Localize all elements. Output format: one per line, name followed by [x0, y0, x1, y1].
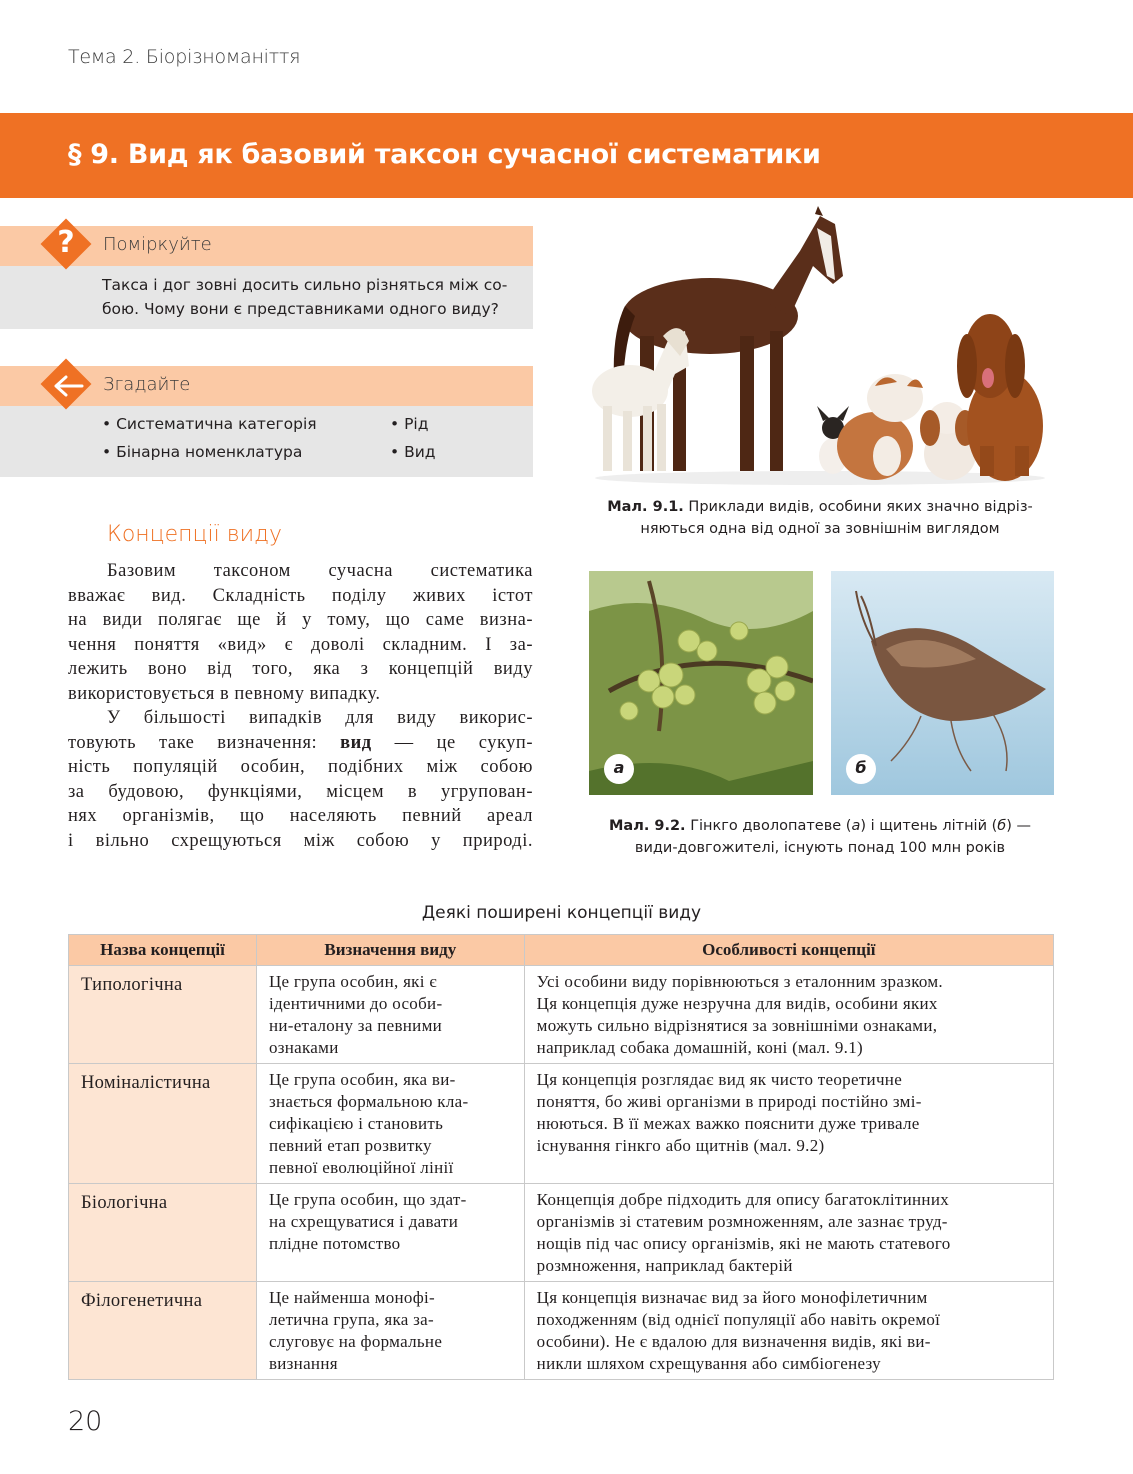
cell-line: летична група, яка за- [268, 1310, 434, 1329]
concept-name-cell: Типологічна [69, 966, 257, 1064]
running-head: Тема 2. Біорізноманіття [68, 46, 301, 68]
text-line: ність популяцій особин, подібних між собою [68, 757, 533, 777]
cell-line: розмноження, наприклад бактерій [536, 1256, 793, 1275]
left-arrow-icon [52, 373, 86, 399]
cell-line: ознаками [268, 1038, 339, 1057]
cell-line: Концепція добре підходить для опису багатоклітинних [536, 1190, 950, 1209]
text-line: нях організмів, що населяють певний ареал [68, 806, 533, 826]
caption-italic: а [851, 818, 861, 834]
caption-text: ) і щитень літній ( [860, 818, 998, 834]
page-title: § 9. Вид як базовий таксон сучасної систематики [68, 139, 821, 170]
table-caption: Деякі поширені концепції виду [421, 903, 702, 923]
think-box-line: бою. Чому вони є представниками одного виду? [102, 300, 499, 318]
triops-photo [831, 571, 1054, 795]
recall-item: • Систематична категорія [102, 415, 317, 433]
question-mark-icon: ? [57, 225, 75, 260]
recall-box-label: Згадайте [103, 374, 191, 395]
think-box-body [0, 266, 533, 329]
concepts-table [68, 934, 1054, 1380]
text-line: У більшості випадків для виду викорис- [107, 708, 533, 728]
recall-item: • Бінарна номенклатура [102, 443, 303, 461]
photo-label-b: б [846, 754, 876, 784]
figure-label: Мал. 9.2. [608, 818, 686, 834]
cell-line: знається формальною кла- [268, 1092, 469, 1111]
page-number: 20 [68, 1406, 103, 1437]
definition-cell [256, 1282, 524, 1380]
caption-text: Гінкго дволопатеве ( [690, 818, 852, 834]
cell-line: Ця концепція визначає вид за його монофілетичним [536, 1288, 928, 1307]
cell-line: ідентичними до особи- [268, 994, 443, 1013]
features-cell [524, 1282, 1053, 1380]
figure-label: Мал. 9.1. [607, 499, 684, 515]
definition-cell [256, 966, 524, 1064]
text-line: за будовою, функціями, місцем в угрупован- [68, 781, 533, 802]
cell-line: плідне потомство [268, 1234, 401, 1253]
spaniel-figure [920, 402, 976, 480]
cell-line: певної еволюційної лінії [268, 1158, 454, 1177]
concept-name-cell: Філогенетична [69, 1282, 257, 1380]
cell-line: існування гінкго або щитнів (мал. 9.2) [536, 1136, 825, 1155]
cell-line: Ця концепція дуже незручна для видів, особини яких [536, 994, 938, 1013]
caption-line: види-довгожителі, існують понад 100 млн років [634, 840, 1006, 856]
photo-label-a: а [604, 754, 634, 784]
table-row [69, 966, 1054, 1064]
cell-line: поняття, бо живі організми в природі постійно змі- [536, 1092, 922, 1111]
caption-line: няються одна від одної за зовнішнім виглядом [640, 521, 1000, 537]
think-box-line: Такса і дог зовні досить сильно різняться між со- [102, 276, 508, 294]
cell-line: особини). Не є вдалою для визначення видів, які ви- [536, 1332, 931, 1351]
paragraph-1 [68, 559, 533, 706]
section-heading: Концепції виду [107, 522, 283, 547]
caption-italic: б [997, 818, 1007, 834]
caption-text: Приклади видів, особини яких значно відріз- [688, 499, 1033, 515]
text-line: на види полягає ще й у тому, що саме визна- [68, 610, 533, 630]
definition-cell [256, 1184, 524, 1282]
cell-line: нощів під час опису організмів, які не мають статевого [536, 1234, 951, 1253]
text-line: використовується в певному випадку. [68, 683, 381, 704]
cell-line: певний етап розвитку [268, 1136, 432, 1155]
text-fragment: — це сукуп- [371, 732, 533, 753]
definition-cell [256, 1064, 524, 1184]
cell-line: можуть сильно відрізнятися за зовнішніми ознаками, [536, 1016, 938, 1035]
recall-box-body [0, 406, 533, 477]
text-line: і вільно схрещуються між собою у природі. [68, 830, 533, 851]
features-cell [524, 966, 1053, 1064]
cell-line: на схрещуватися і давати [268, 1212, 459, 1231]
figure-caption-9-2 [585, 815, 1055, 859]
table-row [69, 1184, 1054, 1282]
table-row [69, 1064, 1054, 1184]
cell-line: організмів зі статевим розмноженням, але зазнає труд- [536, 1212, 948, 1231]
title-band [0, 113, 1133, 198]
figure-caption-9-1 [585, 496, 1055, 540]
cell-line: походженням (від однієї популяції або навіть окремої [536, 1310, 941, 1329]
cell-line: Усі особини виду порівнюються з еталонним зразком. [536, 972, 943, 991]
cell-line: никли шляхом схрещування або симбіогенезу [536, 1354, 881, 1373]
concept-name-cell: Біологічна [69, 1184, 257, 1282]
cell-line: Ця концепція розглядає вид як чисто теоретичне [536, 1070, 903, 1089]
text-line: чення поняття «вид» є доволі складним. І за- [68, 634, 533, 655]
text-line: Базовим таксоном сучасна систематика [107, 561, 533, 581]
cell-line: нюються. В її межах важко пояснити дуже тривале [536, 1114, 920, 1133]
recall-item: • Рід [390, 415, 429, 433]
cell-line: Це група особин, яка ви- [268, 1070, 456, 1089]
paragraph-2 [68, 706, 533, 853]
features-cell [524, 1184, 1053, 1282]
cell-line: ни-еталону за певними [268, 1016, 443, 1035]
think-box-label: Поміркуйте [103, 234, 212, 255]
text-line [68, 731, 533, 756]
text-line: вважає вид. Складність поділу живих істот [68, 585, 533, 606]
cell-line: наприклад собака домашній, коні (мал. 9.1) [536, 1038, 863, 1057]
table-header-row [69, 935, 1054, 966]
cell-line: слуговує на формальне [268, 1332, 443, 1351]
caption-line [585, 815, 1055, 837]
cell-line: Це група особин, що здат- [268, 1190, 467, 1209]
table-row [69, 1282, 1054, 1380]
recall-item: • Вид [390, 443, 436, 461]
caption-text: ) — [1006, 818, 1032, 834]
text-line: лежить воно від того, яка з концепцій виду [68, 659, 533, 679]
column-header: Назва концепції [69, 935, 257, 966]
cell-line: Це група особин, які є [268, 972, 437, 991]
column-header: Особливості концепції [524, 935, 1053, 966]
term-bold: вид [340, 732, 372, 753]
cell-line: сифікацією і становить [268, 1114, 444, 1133]
ginkgo-photo [589, 571, 813, 795]
cell-line: Це найменша монофі- [268, 1288, 435, 1307]
column-header: Визначення виду [256, 935, 524, 966]
caption-line [585, 496, 1055, 518]
text-fragment: товують таке визначення: [68, 732, 341, 753]
animals-photo [585, 206, 1055, 486]
cell-line: визнання [268, 1354, 338, 1373]
concept-name-cell: Номіналістична [69, 1064, 257, 1184]
features-cell [524, 1064, 1053, 1184]
